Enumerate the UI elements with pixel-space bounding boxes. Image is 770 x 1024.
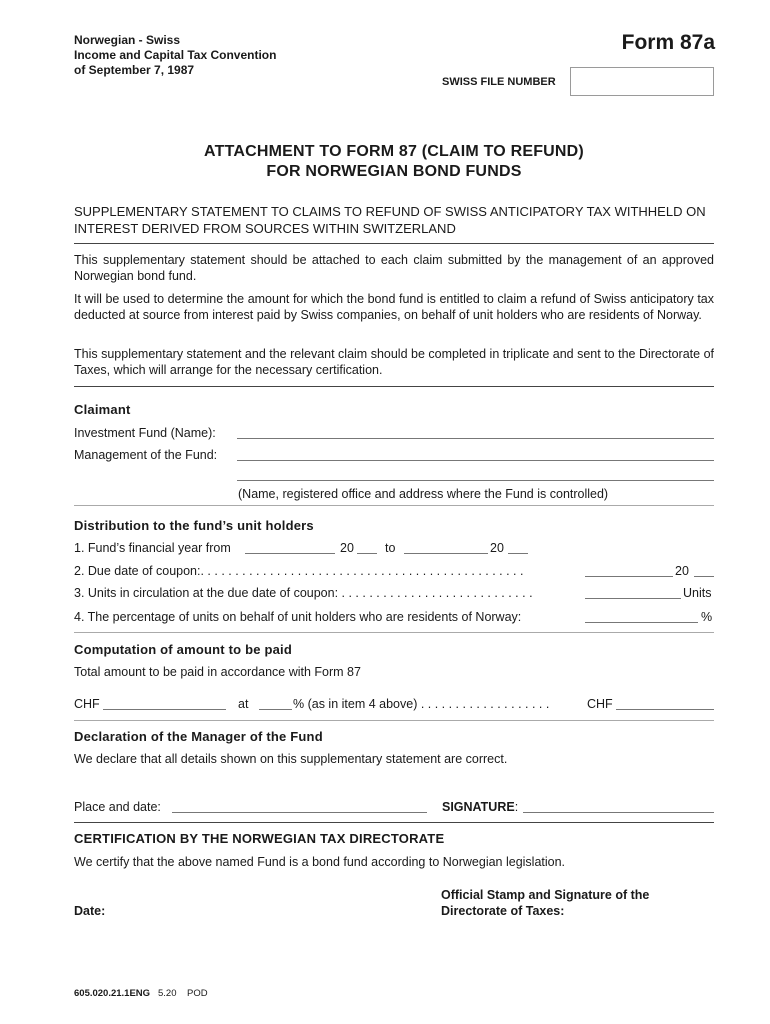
divider <box>74 243 714 244</box>
item4-percent-field[interactable] <box>585 622 698 623</box>
item1-from-field[interactable] <box>245 553 335 554</box>
item1-to: to <box>385 541 396 555</box>
signature-label: SIGNATURE: <box>442 800 519 814</box>
place-date-label: Place and date: <box>74 800 161 814</box>
form-code: 605.020.21.1ENG <box>74 988 151 999</box>
divider <box>74 822 714 823</box>
divider <box>74 720 714 721</box>
at-label: at <box>238 697 249 711</box>
declaration-heading: Declaration of the Manager of the Fund <box>74 729 323 744</box>
title-line-1: ATTACHMENT TO FORM 87 (CLAIM TO REFUND) <box>204 143 584 160</box>
swiss-file-number-label: SWISS FILE NUMBER <box>442 76 556 88</box>
official-stamp-label-1: Official Stamp and Signature of the <box>441 888 650 902</box>
management-hint: (Name, registered office and address where the Fund is controlled) <box>238 487 609 501</box>
fund-name-field[interactable] <box>237 438 714 439</box>
form-pod: POD <box>187 988 208 999</box>
convention-line-2: Income and Capital Tax Convention <box>74 48 277 62</box>
item1-year1-field[interactable] <box>357 553 377 554</box>
chf-amount-field-2[interactable] <box>616 709 714 710</box>
intro-paragraph-2: It will be used to determine the amount for which the bond fund is entitled to claim a refund of Swiss anticipatory tax deducted at source from interest paid by Swiss companies, on behalf of unit holders who are residents of Norway. <box>74 292 714 322</box>
item2-label: 2. Due date of coupon:. . . . . . . . . . . . . . . . . . . . . . . . . . . . . . . . . . . . . . . . . . . . . . . <box>74 564 524 578</box>
subtitle: SUPPLEMENTARY STATEMENT TO CLAIMS TO REFUND OF SWISS ANTICIPATORY TAX WITHHELD ON INTEREST DERIVED FROM SOURCES WITHIN SWITZERLAND <box>74 204 706 236</box>
convention-line-1: Norwegian - Swiss <box>74 33 181 47</box>
item3-label: 3. Units in circulation at the due date of coupon: . . . . . . . . . . . . . . . . . . . . . . . . . . . . <box>74 586 533 600</box>
title-line-2: FOR NORWEGIAN BOND FUNDS <box>266 163 522 180</box>
claimant-heading: Claimant <box>74 402 131 417</box>
certification-date-label: Date: <box>74 904 106 918</box>
intro-paragraph-3: This supplementary statement and the relevant claim should be completed in triplicate and sent to the Directorate of Taxes, which will arrange for the necessary certification. <box>74 347 714 377</box>
item2-year-prefix: 20 <box>675 564 689 578</box>
certification-heading: CERTIFICATION BY THE NORWEGIAN TAX DIRECTORATE <box>74 831 445 846</box>
form-number: Form 87a <box>621 31 715 54</box>
management-field-line-1[interactable] <box>237 460 714 461</box>
declaration-text: We declare that all details shown on this supplementary statement are correct. <box>74 752 508 766</box>
management-field-line-2[interactable] <box>237 480 714 481</box>
signature-field[interactable] <box>523 812 714 813</box>
percent-text: % (as in item 4 above) . . . . . . . . . . . . . . . . . . . <box>293 697 550 711</box>
intro-paragraph-1: This supplementary statement should be attached to each claim submitted by the management of an approved Norwegian bond fund. <box>74 253 714 283</box>
item2-year-field[interactable] <box>694 576 714 577</box>
divider <box>74 632 714 633</box>
item1-label: 1. Fund’s financial year from <box>74 541 231 555</box>
item3-units-suffix: Units <box>683 586 712 600</box>
item1-year1-prefix: 20 <box>340 541 354 555</box>
item3-units-field[interactable] <box>585 598 681 599</box>
swiss-file-number-field[interactable] <box>570 67 714 96</box>
form-footer <box>74 988 208 999</box>
divider <box>74 386 714 387</box>
fund-name-label: Investment Fund (Name): <box>74 426 216 440</box>
item2-date-field[interactable] <box>585 576 673 577</box>
form-version: 5.20 <box>157 988 177 999</box>
divider <box>74 505 714 506</box>
computation-heading: Computation of amount to be paid <box>74 642 292 657</box>
place-date-field[interactable] <box>172 812 427 813</box>
convention-header <box>74 33 276 78</box>
distribution-heading: Distribution to the fund’s unit holders <box>74 518 314 533</box>
management-label: Management of the Fund: <box>74 448 218 462</box>
computation-total-label: Total amount to be paid in accordance with Form 87 <box>74 665 361 679</box>
item1-to-field[interactable] <box>404 553 488 554</box>
official-stamp-label-2: Directorate of Taxes: <box>441 904 565 918</box>
item1-year2-prefix: 20 <box>490 541 504 555</box>
percent-field[interactable] <box>259 709 292 710</box>
item4-label: 4. The percentage of units on behalf of unit holders who are residents of Norway: <box>74 610 522 624</box>
item4-percent-suffix: % <box>701 610 713 624</box>
certification-text: We certify that the above named Fund is a bond fund according to Norwegian legislation. <box>74 855 566 869</box>
chf-label-2: CHF <box>587 697 613 711</box>
chf-amount-field-1[interactable] <box>103 709 226 710</box>
chf-label-1: CHF <box>74 697 100 711</box>
convention-line-3: of September 7, 1987 <box>74 63 195 77</box>
item1-year2-field[interactable] <box>508 553 528 554</box>
